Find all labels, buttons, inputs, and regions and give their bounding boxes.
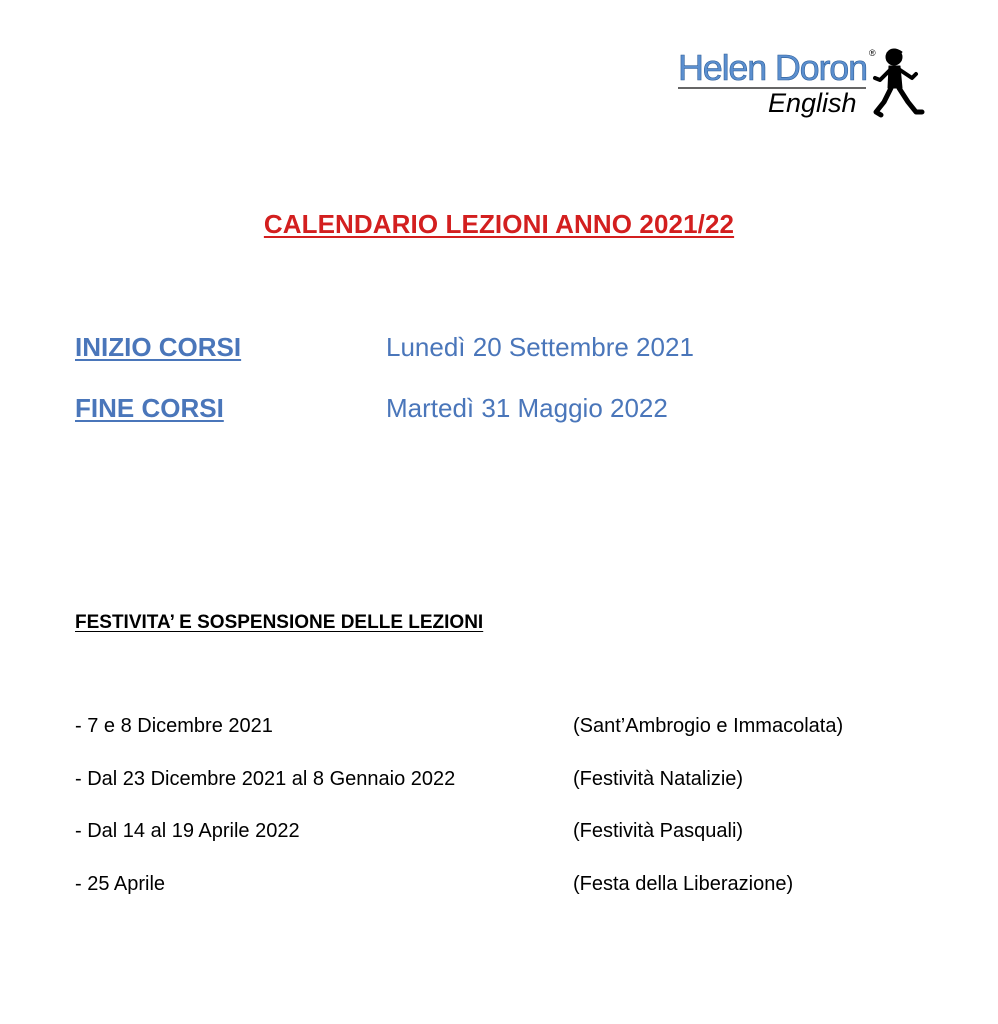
course-end-row xyxy=(0,393,998,433)
holiday-item xyxy=(0,715,998,768)
logo-brand-text: Helen Doron xyxy=(678,47,867,88)
holiday-item xyxy=(0,820,998,873)
holiday-reason: (Sant’Ambrogio e Immacolata) xyxy=(573,715,844,737)
course-end-label: FINE CORSI xyxy=(75,393,224,423)
holiday-dates: - 7 e 8 Dicembre 2021 xyxy=(75,715,273,737)
course-start-date: Lunedì 20 Settembre 2021 xyxy=(386,332,694,362)
registered-mark: ® xyxy=(869,48,876,58)
holiday-dates: - 25 Aprile xyxy=(75,872,166,895)
holiday-item xyxy=(0,873,998,926)
course-start-row xyxy=(0,332,998,372)
holiday-list xyxy=(0,715,998,925)
course-start-label: INIZIO CORSI xyxy=(75,332,242,362)
holiday-reason: (Festività Natalizie) xyxy=(573,767,744,790)
logo-graphic xyxy=(676,44,926,122)
holiday-reason: (Festività Pasquali) xyxy=(573,820,744,842)
helen-doron-logo xyxy=(676,44,926,122)
holiday-item xyxy=(0,768,998,821)
course-end-date: Martedì 31 Maggio 2022 xyxy=(386,393,668,423)
page-title: CALENDARIO LEZIONI ANNO 2021/22 xyxy=(263,209,735,239)
holiday-dates: - Dal 14 al 19 Aprile 2022 xyxy=(75,820,300,842)
logo-sub-text: English xyxy=(768,88,857,118)
holiday-dates: - Dal 23 Dicembre 2021 al 8 Gennaio 2022 xyxy=(75,767,456,790)
walking-boy-icon xyxy=(875,49,922,115)
holiday-reason: (Festa della Liberazione) xyxy=(573,872,794,895)
holidays-heading: FESTIVITA’ E SOSPENSIONE DELLE LEZIONI xyxy=(75,612,484,633)
